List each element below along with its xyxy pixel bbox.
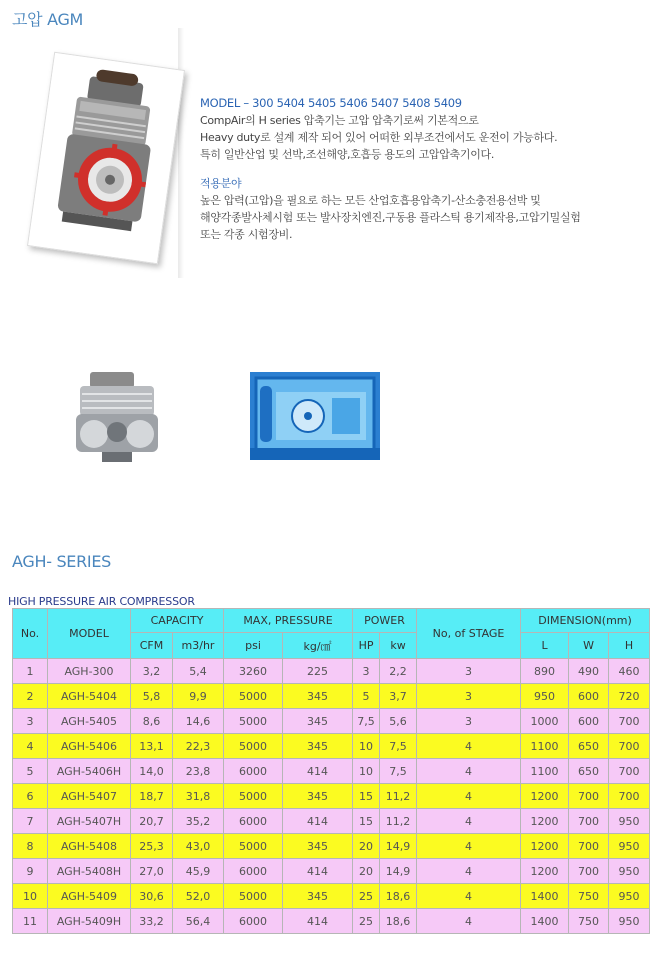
cell-no: 5 bbox=[13, 759, 48, 784]
cell-no: 1 bbox=[13, 659, 48, 684]
cell-psi: 6000 bbox=[224, 909, 283, 934]
cell-model: AGH-5407H bbox=[48, 809, 131, 834]
cell-stage: 4 bbox=[417, 834, 521, 859]
cell-cfm: 14,0 bbox=[131, 759, 173, 784]
cell-m3hr: 9,9 bbox=[173, 684, 224, 709]
cell-kw: 14,9 bbox=[380, 859, 417, 884]
cell-hp: 7,5 bbox=[353, 709, 380, 734]
cell-l: 1100 bbox=[521, 759, 569, 784]
subheader-l: L bbox=[521, 633, 569, 659]
cell-kgcm: 345 bbox=[283, 784, 353, 809]
cell-w: 700 bbox=[569, 809, 609, 834]
cell-model: AGH-5409H bbox=[48, 909, 131, 934]
cell-w: 750 bbox=[569, 909, 609, 934]
spec-table-body bbox=[13, 659, 650, 934]
cell-hp: 10 bbox=[353, 734, 380, 759]
header-stage: No, of STAGE bbox=[417, 609, 521, 659]
cell-h: 720 bbox=[609, 684, 650, 709]
cell-kw: 5,6 bbox=[380, 709, 417, 734]
cell-m3hr: 56,4 bbox=[173, 909, 224, 934]
cell-psi: 3260 bbox=[224, 659, 283, 684]
cell-kgcm: 345 bbox=[283, 884, 353, 909]
cell-w: 700 bbox=[569, 859, 609, 884]
cell-psi: 6000 bbox=[224, 859, 283, 884]
header-no: No. bbox=[13, 609, 48, 659]
cell-kw: 14,9 bbox=[380, 834, 417, 859]
header-max-pressure: MAX, PRESSURE bbox=[224, 609, 353, 633]
cell-cfm: 30,6 bbox=[131, 884, 173, 909]
cell-l: 950 bbox=[521, 684, 569, 709]
cell-h: 460 bbox=[609, 659, 650, 684]
header-dimension: DIMENSION(mm) bbox=[521, 609, 650, 633]
cell-kw: 11,2 bbox=[380, 784, 417, 809]
cell-psi: 5000 bbox=[224, 784, 283, 809]
cell-hp: 15 bbox=[353, 784, 380, 809]
application-title: 적용분야 bbox=[200, 177, 242, 190]
cell-h: 950 bbox=[609, 884, 650, 909]
cell-stage: 4 bbox=[417, 909, 521, 934]
description-line: CompAir의 H series 압축기는 고압 압축기로써 기본적으로 bbox=[200, 114, 479, 127]
cell-no: 7 bbox=[13, 809, 48, 834]
cell-model: AGH-5404 bbox=[48, 684, 131, 709]
cell-no: 4 bbox=[13, 734, 48, 759]
compressor-photo-block bbox=[72, 368, 162, 466]
cell-model: AGH-5409 bbox=[48, 884, 131, 909]
cell-w: 600 bbox=[569, 709, 609, 734]
cell-model: AGH-5407 bbox=[48, 784, 131, 809]
subheader-w: W bbox=[569, 633, 609, 659]
cell-l: 1200 bbox=[521, 834, 569, 859]
cell-kgcm: 345 bbox=[283, 834, 353, 859]
cell-hp: 25 bbox=[353, 909, 380, 934]
cell-h: 700 bbox=[609, 759, 650, 784]
cell-psi: 6000 bbox=[224, 809, 283, 834]
cell-l: 1200 bbox=[521, 784, 569, 809]
cell-cfm: 5,8 bbox=[131, 684, 173, 709]
cell-kw: 7,5 bbox=[380, 759, 417, 784]
cell-l: 1200 bbox=[521, 809, 569, 834]
cell-h: 950 bbox=[609, 859, 650, 884]
cell-hp: 5 bbox=[353, 684, 380, 709]
table-row bbox=[13, 834, 650, 859]
cell-kgcm: 345 bbox=[283, 734, 353, 759]
header-power: POWER bbox=[353, 609, 417, 633]
cell-model: AGH-5405 bbox=[48, 709, 131, 734]
cell-w: 700 bbox=[569, 784, 609, 809]
cell-hp: 20 bbox=[353, 859, 380, 884]
cell-kgcm: 414 bbox=[283, 759, 353, 784]
cell-hp: 25 bbox=[353, 884, 380, 909]
subheader-hp: HP bbox=[353, 633, 380, 659]
cell-hp: 10 bbox=[353, 759, 380, 784]
cell-l: 1400 bbox=[521, 884, 569, 909]
cell-stage: 4 bbox=[417, 859, 521, 884]
subheader-m3hr: m3/hr bbox=[173, 633, 224, 659]
description-line: Heavy duty로 설계 제작 되어 있어 어떠한 외부조건에서도 운전이 가능하다. bbox=[200, 131, 558, 144]
cell-w: 700 bbox=[569, 834, 609, 859]
cell-psi: 5000 bbox=[224, 834, 283, 859]
cell-cfm: 18,7 bbox=[131, 784, 173, 809]
cell-m3hr: 45,9 bbox=[173, 859, 224, 884]
cell-l: 1200 bbox=[521, 859, 569, 884]
cell-stage: 4 bbox=[417, 759, 521, 784]
table-row bbox=[13, 684, 650, 709]
header-capacity: CAPACITY bbox=[131, 609, 224, 633]
subheader-kgcm: kg/㎠ bbox=[283, 633, 353, 659]
cell-m3hr: 52,0 bbox=[173, 884, 224, 909]
cell-psi: 5000 bbox=[224, 884, 283, 909]
cell-model: AGH-5408H bbox=[48, 859, 131, 884]
cell-h: 950 bbox=[609, 809, 650, 834]
table-row bbox=[13, 659, 650, 684]
cell-cfm: 27,0 bbox=[131, 859, 173, 884]
cell-cfm: 13,1 bbox=[131, 734, 173, 759]
table-row bbox=[13, 784, 650, 809]
application-line: 높은 압력(고압)을 필요로 하는 모든 산업호흡용압축기-산소충전용선박 및 bbox=[200, 194, 541, 207]
subheader-psi: psi bbox=[224, 633, 283, 659]
cell-m3hr: 35,2 bbox=[173, 809, 224, 834]
cell-m3hr: 14,6 bbox=[173, 709, 224, 734]
cell-stage: 4 bbox=[417, 734, 521, 759]
cell-h: 950 bbox=[609, 909, 650, 934]
spec-table bbox=[12, 608, 650, 934]
cell-w: 490 bbox=[569, 659, 609, 684]
cell-no: 11 bbox=[13, 909, 48, 934]
cell-stage: 3 bbox=[417, 709, 521, 734]
table-row bbox=[13, 734, 650, 759]
cell-m3hr: 5,4 bbox=[173, 659, 224, 684]
cell-kgcm: 414 bbox=[283, 859, 353, 884]
table-row bbox=[13, 709, 650, 734]
cell-cfm: 3,2 bbox=[131, 659, 173, 684]
series-title: AGH- SERIES bbox=[12, 552, 112, 571]
table-row bbox=[13, 859, 650, 884]
cell-l: 890 bbox=[521, 659, 569, 684]
cell-kw: 11,2 bbox=[380, 809, 417, 834]
cell-hp: 20 bbox=[353, 834, 380, 859]
cell-cfm: 33,2 bbox=[131, 909, 173, 934]
cell-kgcm: 225 bbox=[283, 659, 353, 684]
subheader-kw: kw bbox=[380, 633, 417, 659]
cell-h: 700 bbox=[609, 709, 650, 734]
cell-h: 700 bbox=[609, 784, 650, 809]
page-title: 고압 AGM bbox=[12, 10, 84, 29]
cell-model: AGH-5408 bbox=[48, 834, 131, 859]
compressor-photo-skid bbox=[250, 372, 380, 460]
cell-w: 750 bbox=[569, 884, 609, 909]
table-row bbox=[13, 759, 650, 784]
table-row bbox=[13, 909, 650, 934]
cell-kgcm: 414 bbox=[283, 809, 353, 834]
cell-no: 2 bbox=[13, 684, 48, 709]
cell-l: 1100 bbox=[521, 734, 569, 759]
cell-no: 10 bbox=[13, 884, 48, 909]
cell-stage: 3 bbox=[417, 684, 521, 709]
cell-hp: 3 bbox=[353, 659, 380, 684]
cell-kw: 2,2 bbox=[380, 659, 417, 684]
cell-kw: 18,6 bbox=[380, 909, 417, 934]
subheader-h: H bbox=[609, 633, 650, 659]
intro-section bbox=[200, 95, 640, 243]
table-row bbox=[13, 884, 650, 909]
cell-kw: 18,6 bbox=[380, 884, 417, 909]
table-row bbox=[13, 809, 650, 834]
cell-stage: 4 bbox=[417, 784, 521, 809]
series-subtitle: HIGH PRESSURE AIR COMPRESSOR bbox=[8, 595, 195, 608]
cell-cfm: 25,3 bbox=[131, 834, 173, 859]
description-line: 특히 일반산업 및 선박,조선해양,호흡등 용도의 고압압축기이다. bbox=[200, 148, 495, 161]
header-model: MODEL bbox=[48, 609, 131, 659]
cell-no: 6 bbox=[13, 784, 48, 809]
compressor-photo-main bbox=[27, 52, 185, 264]
cell-model: AGH-5406 bbox=[48, 734, 131, 759]
cell-m3hr: 23,8 bbox=[173, 759, 224, 784]
cell-hp: 15 bbox=[353, 809, 380, 834]
cell-no: 3 bbox=[13, 709, 48, 734]
cell-stage: 4 bbox=[417, 809, 521, 834]
cell-l: 1400 bbox=[521, 909, 569, 934]
cell-kgcm: 414 bbox=[283, 909, 353, 934]
subheader-cfm: CFM bbox=[131, 633, 173, 659]
cell-psi: 6000 bbox=[224, 759, 283, 784]
application-line: 해양각종발사체시험 또는 발사장치엔진,구동용 플라스틱 용기제작용,고압기밀실험 bbox=[200, 211, 581, 224]
cell-h: 950 bbox=[609, 834, 650, 859]
cell-kw: 7,5 bbox=[380, 734, 417, 759]
cell-no: 9 bbox=[13, 859, 48, 884]
cell-psi: 5000 bbox=[224, 734, 283, 759]
cell-kgcm: 345 bbox=[283, 709, 353, 734]
cell-m3hr: 31,8 bbox=[173, 784, 224, 809]
panel-divider-shadow bbox=[178, 28, 184, 278]
cell-stage: 3 bbox=[417, 659, 521, 684]
cell-m3hr: 43,0 bbox=[173, 834, 224, 859]
cell-w: 650 bbox=[569, 734, 609, 759]
cell-cfm: 8,6 bbox=[131, 709, 173, 734]
cell-h: 700 bbox=[609, 734, 650, 759]
cell-model: AGH-300 bbox=[48, 659, 131, 684]
cell-w: 650 bbox=[569, 759, 609, 784]
cell-w: 600 bbox=[569, 684, 609, 709]
cell-no: 8 bbox=[13, 834, 48, 859]
model-line: MODEL – 300 5404 5405 5406 5407 5408 5409 bbox=[200, 96, 462, 110]
cell-psi: 5000 bbox=[224, 684, 283, 709]
cell-model: AGH-5406H bbox=[48, 759, 131, 784]
cell-psi: 5000 bbox=[224, 709, 283, 734]
cell-l: 1000 bbox=[521, 709, 569, 734]
application-line: 또는 각종 시험장비. bbox=[200, 228, 293, 241]
cell-kw: 3,7 bbox=[380, 684, 417, 709]
cell-cfm: 20,7 bbox=[131, 809, 173, 834]
cell-m3hr: 22,3 bbox=[173, 734, 224, 759]
cell-kgcm: 345 bbox=[283, 684, 353, 709]
cell-stage: 4 bbox=[417, 884, 521, 909]
